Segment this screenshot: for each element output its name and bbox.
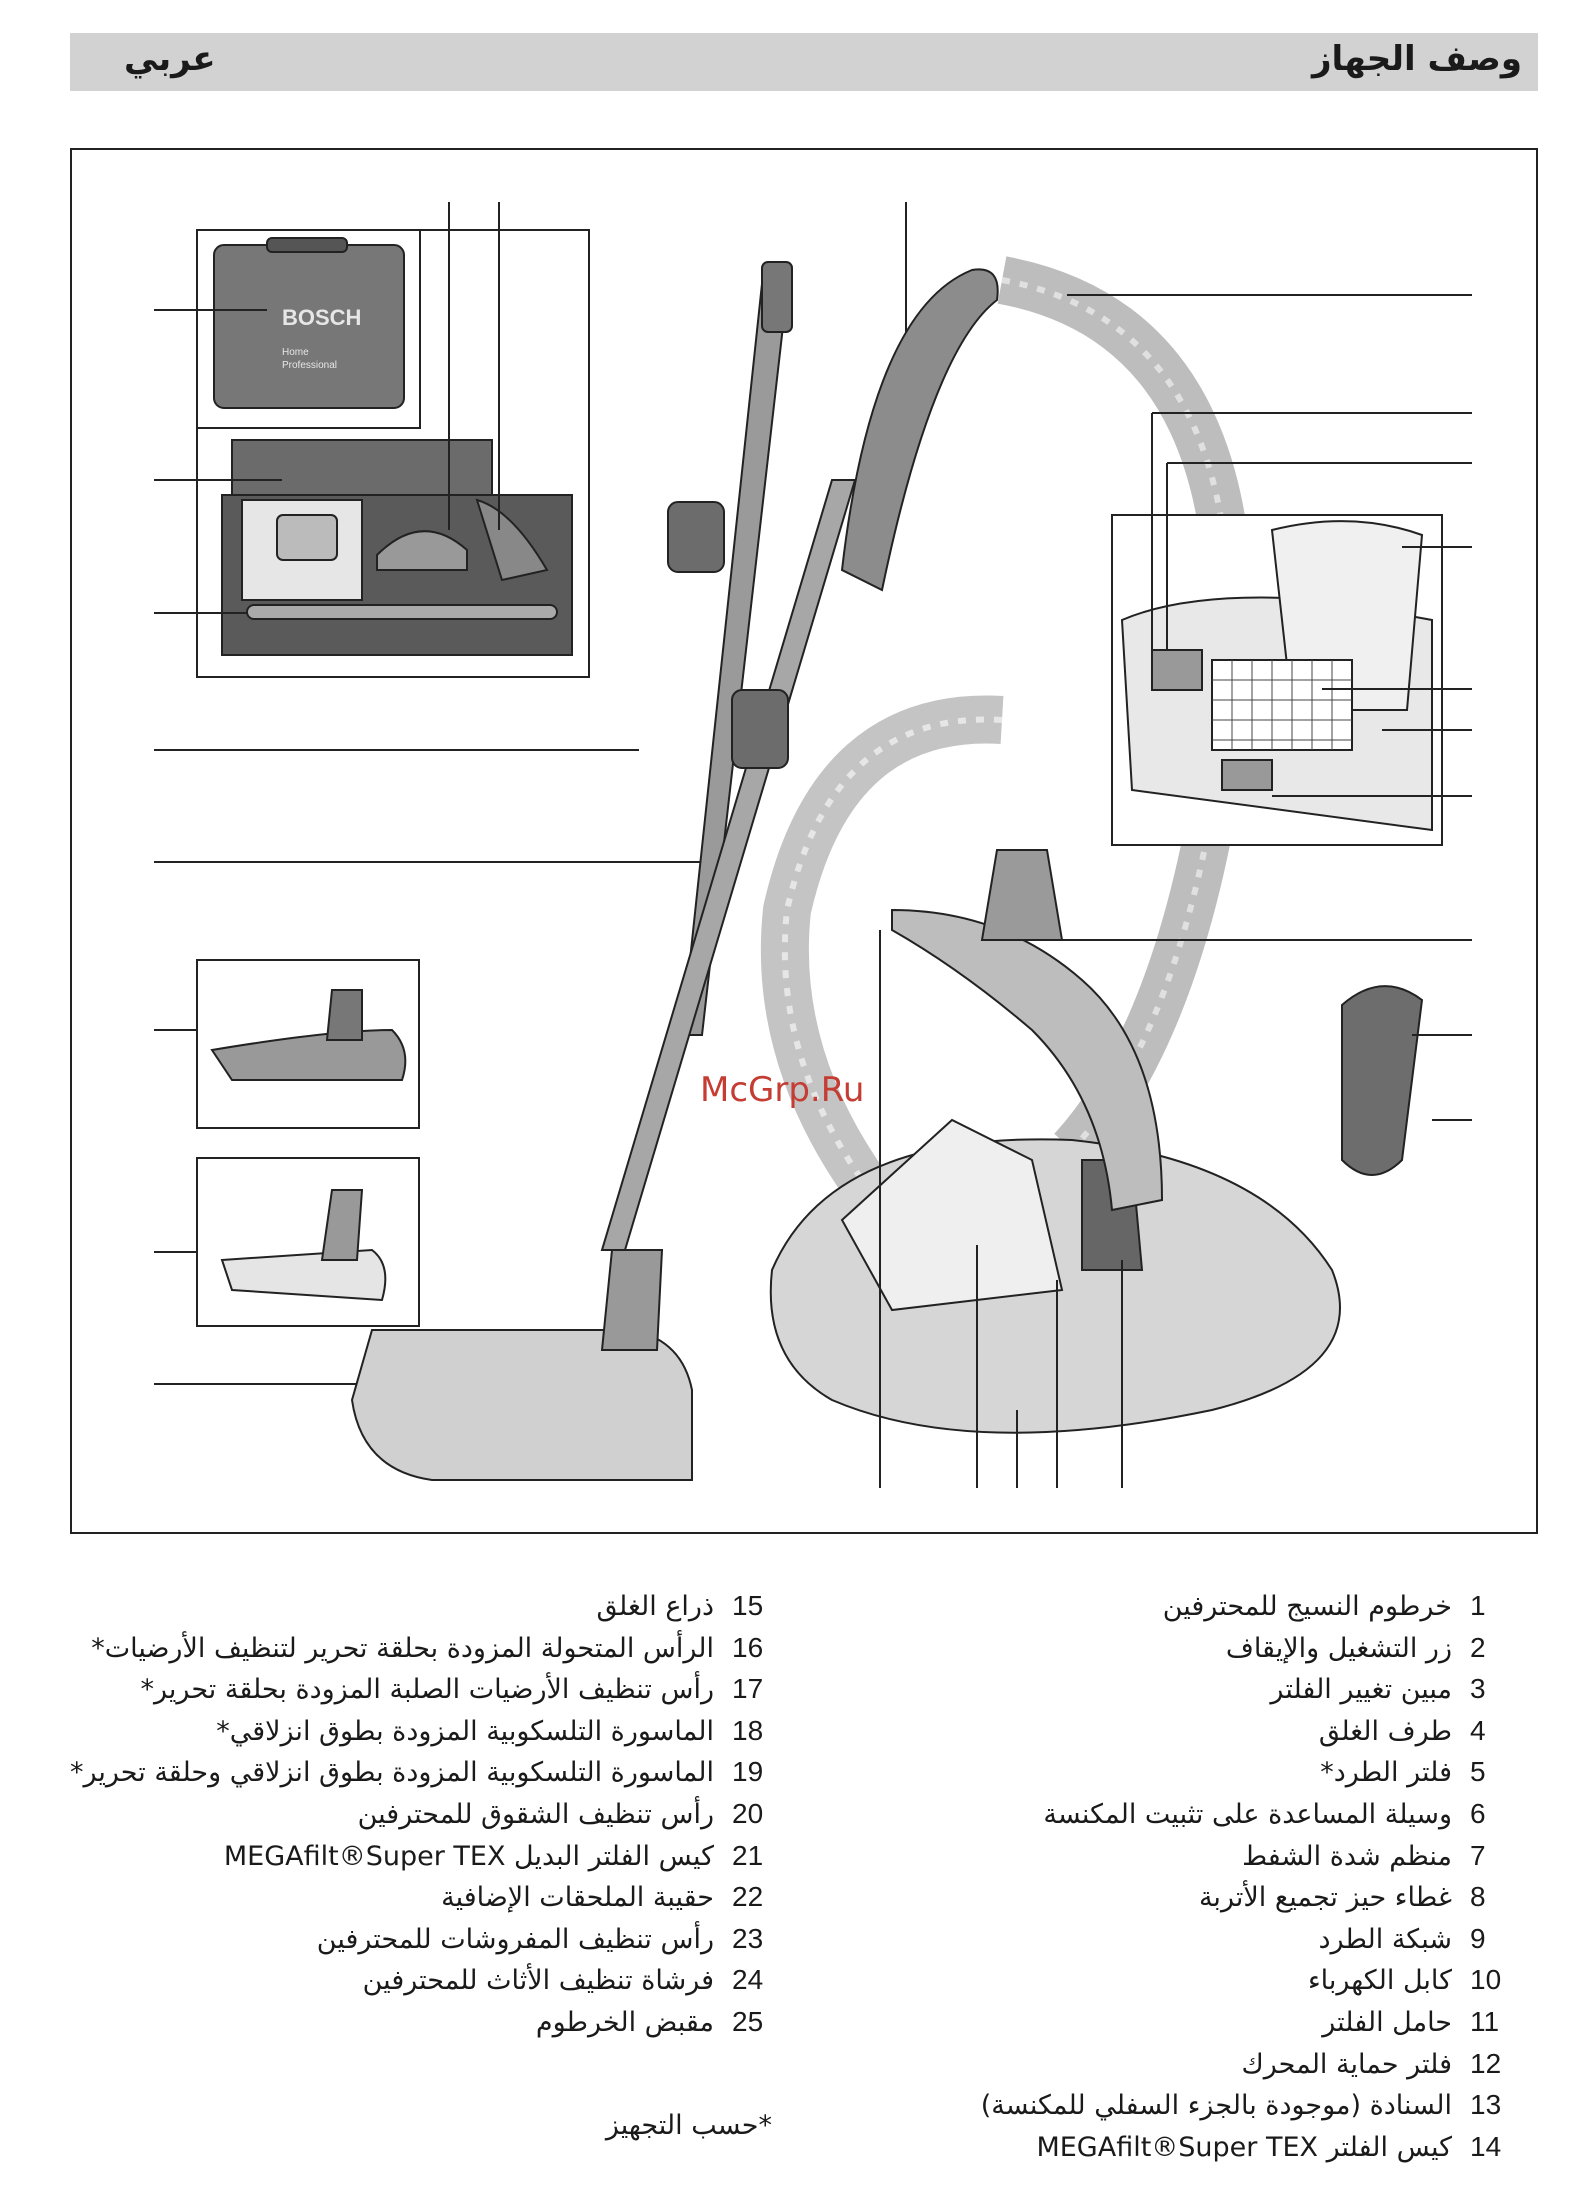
list-item: 14كيس الفلتر MEGAfilt®Super TEX	[1036, 2130, 1502, 2163]
case-subtitle-2: Professional	[282, 360, 338, 371]
page-header	[70, 33, 1538, 91]
watermark: McGrp.Ru	[700, 1070, 865, 1110]
slide-collar-1	[668, 502, 724, 572]
exhaust-grille-1	[1152, 650, 1202, 690]
list-item: 9شبكة الطرد	[1318, 1922, 1486, 1955]
list-item: 6وسيلة المساعدة على تثبيت المكنسة	[1043, 1797, 1486, 1830]
floor-nozzle	[352, 1330, 692, 1480]
vacuum-illustration	[72, 150, 1540, 1536]
hose-handle	[842, 269, 998, 590]
vacuum-diagram	[70, 148, 1538, 1534]
legend-list-right	[780, 1585, 1524, 2167]
list-item: 20رأس تنظيف الشقوق للمحترفين	[357, 1797, 764, 1830]
list-item: 8غطاء حيز تجميع الأتربة	[1198, 1881, 1486, 1914]
list-item: 3مبين تغيير الفلتر	[1270, 1673, 1486, 1706]
cable-reel	[1342, 986, 1422, 1175]
list-item: 23رأس تنظيف المفروشات للمحترفين	[316, 1922, 764, 1955]
list-item: 25مقبض الخرطوم	[535, 2005, 764, 2038]
page-title: وصف الجهاز	[1311, 39, 1522, 79]
case-subtitle-1: Home	[282, 347, 309, 358]
footnote: *حسب التجهيز	[605, 2110, 772, 2141]
legend-list-left	[72, 1585, 772, 2043]
list-item: 4طرف الغلق	[1318, 1714, 1486, 1747]
list-item: 16الرأس المتحولة المزودة بحلقة تحرير لتنظيف الأرضيات*	[91, 1631, 764, 1664]
list-item: 24فرشاة تنظيف الأثاث للمحترفين	[362, 1964, 764, 1997]
list-item: 22حقيبة الملحقات الإضافية	[441, 1881, 764, 1914]
hose-connector	[982, 850, 1062, 940]
list-item: 2زر التشغيل والإيقاف	[1225, 1631, 1486, 1664]
list-item: 5فلتر الطرد*	[1320, 1756, 1486, 1789]
crevice-nozzle	[247, 605, 557, 619]
case-brand-logo: BOSCH	[282, 305, 362, 330]
list-item: 19الماسورة التلسكوبية المزودة بطوق انزلاقي وحلقة تحرير*	[70, 1756, 764, 1789]
list-item: 18الماسورة التلسكوبية المزودة بطوق انزلاقي*	[216, 1714, 764, 1747]
list-item: 1خرطوم النسيج للمحترفين	[1162, 1590, 1486, 1622]
list-item: 17رأس تنظيف الأرضيات الصلبة المزودة بحلقة تحرير*	[140, 1673, 764, 1706]
list-item: 12فلتر حماية المحرك	[1241, 2047, 1502, 2080]
list-item: 13السنادة (موجودة بالجزء السفلي للمكنسة)	[980, 2089, 1502, 2122]
list-item: 15ذراع الغلق	[596, 1590, 764, 1622]
list-item: 21كيس الفلتر البديل MEGAfilt®Super TEX	[223, 1839, 764, 1872]
exhaust-grille-2	[1222, 760, 1272, 790]
list-item: 7منظم شدة الشفط	[1242, 1839, 1486, 1872]
hard-floor-nozzle-inset	[197, 1158, 419, 1326]
slide-collar-2	[732, 690, 788, 768]
list-item: 10كابل الكهرباء	[1307, 1964, 1502, 1997]
list-item: 11حامل الفلتر	[1322, 2005, 1500, 2038]
exhaust-filter-grid	[1212, 660, 1352, 750]
language-label: عربي	[124, 39, 216, 79]
